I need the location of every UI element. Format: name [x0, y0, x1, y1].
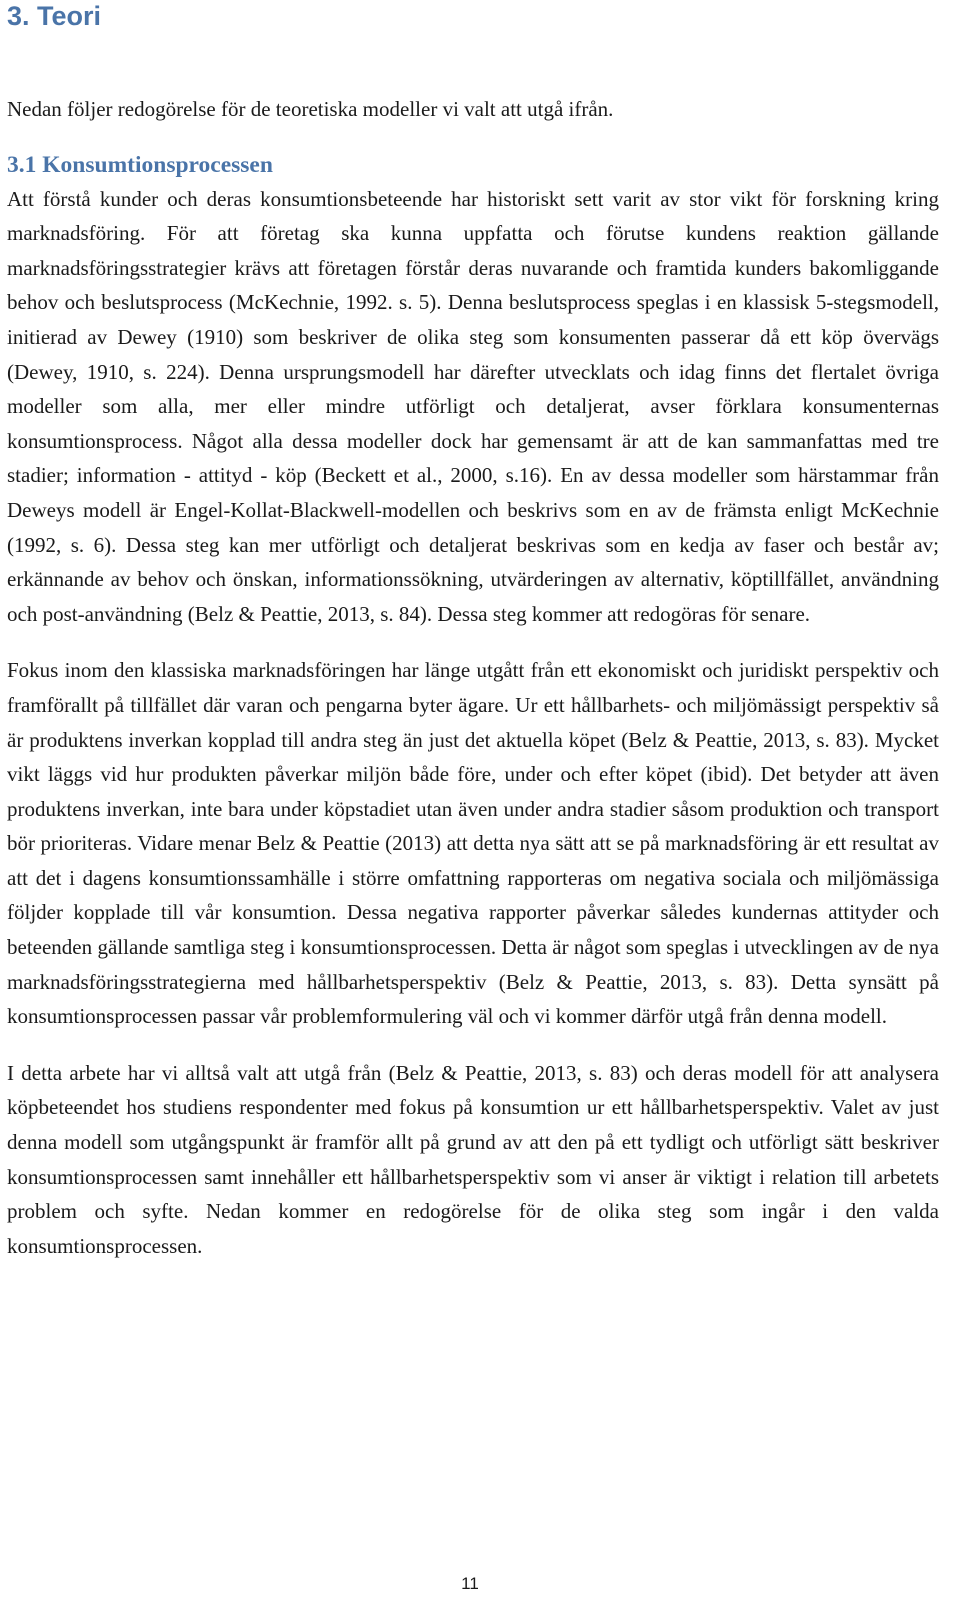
page-number: 11 — [461, 1574, 479, 1593]
body-paragraph: Fokus inom den klassiska marknadsföringen har länge utgått från ett ekonomiskt och juridiskt perspektiv och framförallt på tillfället där varan och pengarna byter ägare. Ur ett hållbarhets- och miljömässigt perspektiv så är produktens inverkan kopplad till andra steg än just det aktuella köpet (Belz & Peattie, 2013, s. 83). Mycket vikt läggs vid hur produkten påverkar miljön både före, under och efter köpet (ibid). Det betyder att även produktens inverkan, inte bara under köpstadiet utan även under andra stadier såsom produktion och transport bör prioriteras. Vidare menar Belz & Peattie (2013) att detta nya sätt att se på marknadsföring är ett resultat av att det i dagens konsumtionssamhälle i större omfattning rapporteras om negativa sociala och miljömässiga följder kopplade till vår konsumtion. Dessa negativa rapporter påverkar således kundernas attityder och beteenden gällande samtliga steg i konsumtionsprocessen. Detta är något som speglas i utvecklingen av de nya marknadsföringsstrategierna med hållbarhetsperspektiv (Belz & Peattie, 2013, s. 83). Detta synsätt på konsumtionsprocessen passar vår problemformulering väl och vi kommer därför utgå från denna modell. — [7, 658, 939, 1029]
body-paragraph: Att förstå kunder och deras konsumtionsbeteende har historiskt sett varit av stor vikt för forskning kring marknadsföring. För att företag ska kunna uppfatta och förutse kundens reaktion gällande marknadsföringsstrategier krävs att företagen förstår deras nuvarande och framtida kunders bakomliggande behov och beslutsprocess (McKechnie, 1992. s. 5). Denna beslutsprocess speglas i en klassisk 5-stegsmodell, initierad av Dewey (1910) som beskriver de olika steg som konsumenten passerar då ett köp övervägs (Dewey, 1910, s. 224). Denna ursprungsmodell har därefter utvecklats och idag finns det flertalet övriga modeller som alla, mer eller mindre utförligt och detaljerat, avser förklara konsumenternas konsumtionsprocess. Något alla dessa modeller dock har gemensamt är att de kan sammanfattas med tre stadier; information - attityd - köp (Beckett et al., 2000, s.16). En av dessa modeller som härstammar från Deweys modell är Engel-Kollat-Blackwell-modellen och beskrivs som en av de främsta enligt McKechnie (1992, s. 6). Dessa steg kan mer utförligt och detaljerat beskrivas som en kedja av faser och består av; erkännande av behov och önskan, informationssökning, utvärderingen av alternativ, köptillfället, användning och post-användning (Belz & Peattie, 2013, s. 84). Dessa steg kommer att redogöras för senare. — [7, 186, 939, 626]
chapter-heading: 3. Teori — [7, 1, 102, 31]
section-heading: 3.1 Konsumtionsprocessen — [7, 151, 273, 178]
intro-paragraph: Nedan följer redogörelse för de teoretiska modeller vi valt att utgå ifrån. — [7, 97, 614, 121]
body-paragraph: I detta arbete har vi alltså valt att utgå från (Belz & Peattie, 2013, s. 83) och deras modell för att analysera köpbeteendet hos studiens respondenter med fokus på konsumtion ur ett hållbarhetsperspektiv. Valet av just denna modell som utgångspunkt är framför allt på grund av att den på ett tydligt och utförligt sätt beskriver konsumtionsprocessen samt innehåller ett hållbarhetsperspektiv som vi anser är viktigt i relation till arbetets problem och syfte. Nedan kommer en redogörelse för de olika steg som ingår i den valda konsumtionsprocessen. — [7, 1060, 939, 1258]
document-page — [7, 0, 939, 1263]
